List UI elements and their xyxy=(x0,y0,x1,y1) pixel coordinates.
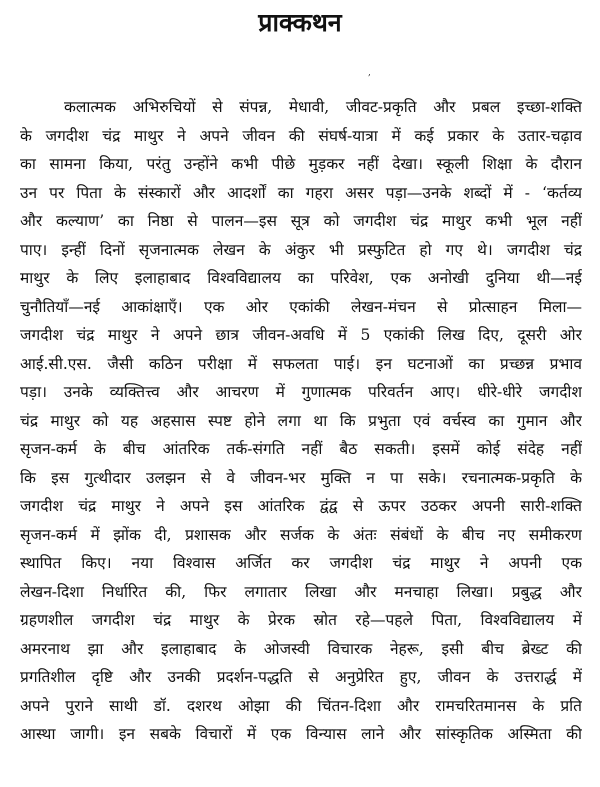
paragraph-line: सृजन-कर्म में झोंक दी, प्रशासक और सर्जक के अंतः संबंधों के बीच नए समीकरण xyxy=(20,525,582,544)
paragraph-line: पाए। इन्हीं दिनों सृजनात्मक लेखन के अंकुर भी प्रस्फुटित हो गए थे। जगदीश चंद्र xyxy=(20,240,582,259)
paragraph-line: का सामना किया, परंतु उन्होंने कभी पीछे मुड़कर नहीं देखा। स्कूली शिक्षा के दौरान xyxy=(20,155,582,173)
paragraph-line: पड़ा। उनके व्यक्तित्त्व और आचरण में गुणात्मक परिवर्तन आए। धीरे-धीरे जगदीश xyxy=(20,383,582,401)
paragraph-line: के जगदीश चंद्र माथुर ने अपने जीवन की संघर्ष-यात्रा में कई प्रकार के उतार-चढ़ाव xyxy=(20,126,582,145)
paragraph-line: माथुर के लिए इलाहाबाद विश्वविद्यालय का परिवेश, एक अनोखी दुनिया थी—नई xyxy=(20,269,582,287)
paragraph-line: सृजन-कर्म के बीच आंतरिक तर्क-संगति नहीं बैठ सकती। इसमें कोई संदेह नहीं xyxy=(20,440,582,458)
paragraph-line: जगदीश चंद्र माथुर ने अपने छात्र जीवन-अवधि में 5 एकांकी लिख दिए, दूसरी ओर xyxy=(20,326,582,344)
paragraph-line: और कल्याण’ का निष्ठा से पालन—इस सूत्र को जगदीश चंद्र माथुर कभी भूल नहीं xyxy=(20,212,582,230)
page-title: प्राक्कथन xyxy=(258,8,342,37)
body-paragraph xyxy=(20,93,582,749)
paragraph-line: अमरनाथ झा और इलाहाबाद के ओजस्वी विचारक नेहरू, इसी बीच ब्रेख्ट की xyxy=(20,639,582,658)
paragraph-line: स्थापित किए। नया विश्वास अर्जित कर जगदीश चंद्र माथुर ने अपनी एक xyxy=(20,554,582,572)
paragraph-line: उन पर पिता के संस्कारों और आदर्शों का गहरा असर पड़ा—उनके शब्दों में - ‘कर्तव्य xyxy=(20,183,582,202)
paragraph-line: कलात्मक अभिरुचियों से संपन्न, मेधावी, जीवट-प्रकृति और प्रबल इच्छा-शक्ति xyxy=(64,98,582,116)
paragraph-line: चुनौतियाँ—नई आकांक्षाएँ। एक ओर एकांकी लेखन-मंचन से प्रोत्साहन मिला— xyxy=(20,297,582,316)
paragraph-line: प्रगतिशील दृष्टि और उनकी प्रदर्शन-पद्धति से अनुप्रेरित हुए, जीवन के उत्तरार्द्ध में xyxy=(20,668,582,686)
paragraph-line: कि इस गुत्थीदार उलझन से वे जीवन-भर मुक्ति न पा सके। रचनात्मक-प्रकृति के xyxy=(20,468,582,487)
paragraph-line: चंद्र माथुर को यह अहसास स्पष्ट होने लगा था कि प्रभुता एवं वर्चस्व का गुमान और xyxy=(20,411,582,430)
stray-mark: , xyxy=(368,68,371,78)
paragraph-line: जगदीश चंद्र माथुर ने अपने इस आंतरिक द्वंद्व से ऊपर उठकर अपनी सारी-शक्ति xyxy=(20,497,582,515)
paragraph-line: आस्था जागी। इन सबके विचारों में एक विन्यास लाने और सांस्कृतिक अस्मिता की xyxy=(20,725,582,743)
paragraph-line: ग्रहणशील जगदीश चंद्र माथुर के प्रेरक स्रोत रहे—पहले पिता, विश्वविद्यालय में xyxy=(20,611,582,629)
paragraph-line: लेखन-दिशा निर्धारित की, फिर लगातार लिखा और मनचाहा लिखा। प्रबुद्ध और xyxy=(20,582,582,601)
paragraph-line: आई.सी.एस. जैसी कठिन परीक्षा में सफलता पाई। इन घटनाओं का प्रच्छन्न प्रभाव xyxy=(20,354,582,373)
paragraph-line: अपने पुराने साथी डॉ. दशरथ ओझा की चिंतन-दिशा और रामचरितमानस के प्रति xyxy=(20,696,582,715)
